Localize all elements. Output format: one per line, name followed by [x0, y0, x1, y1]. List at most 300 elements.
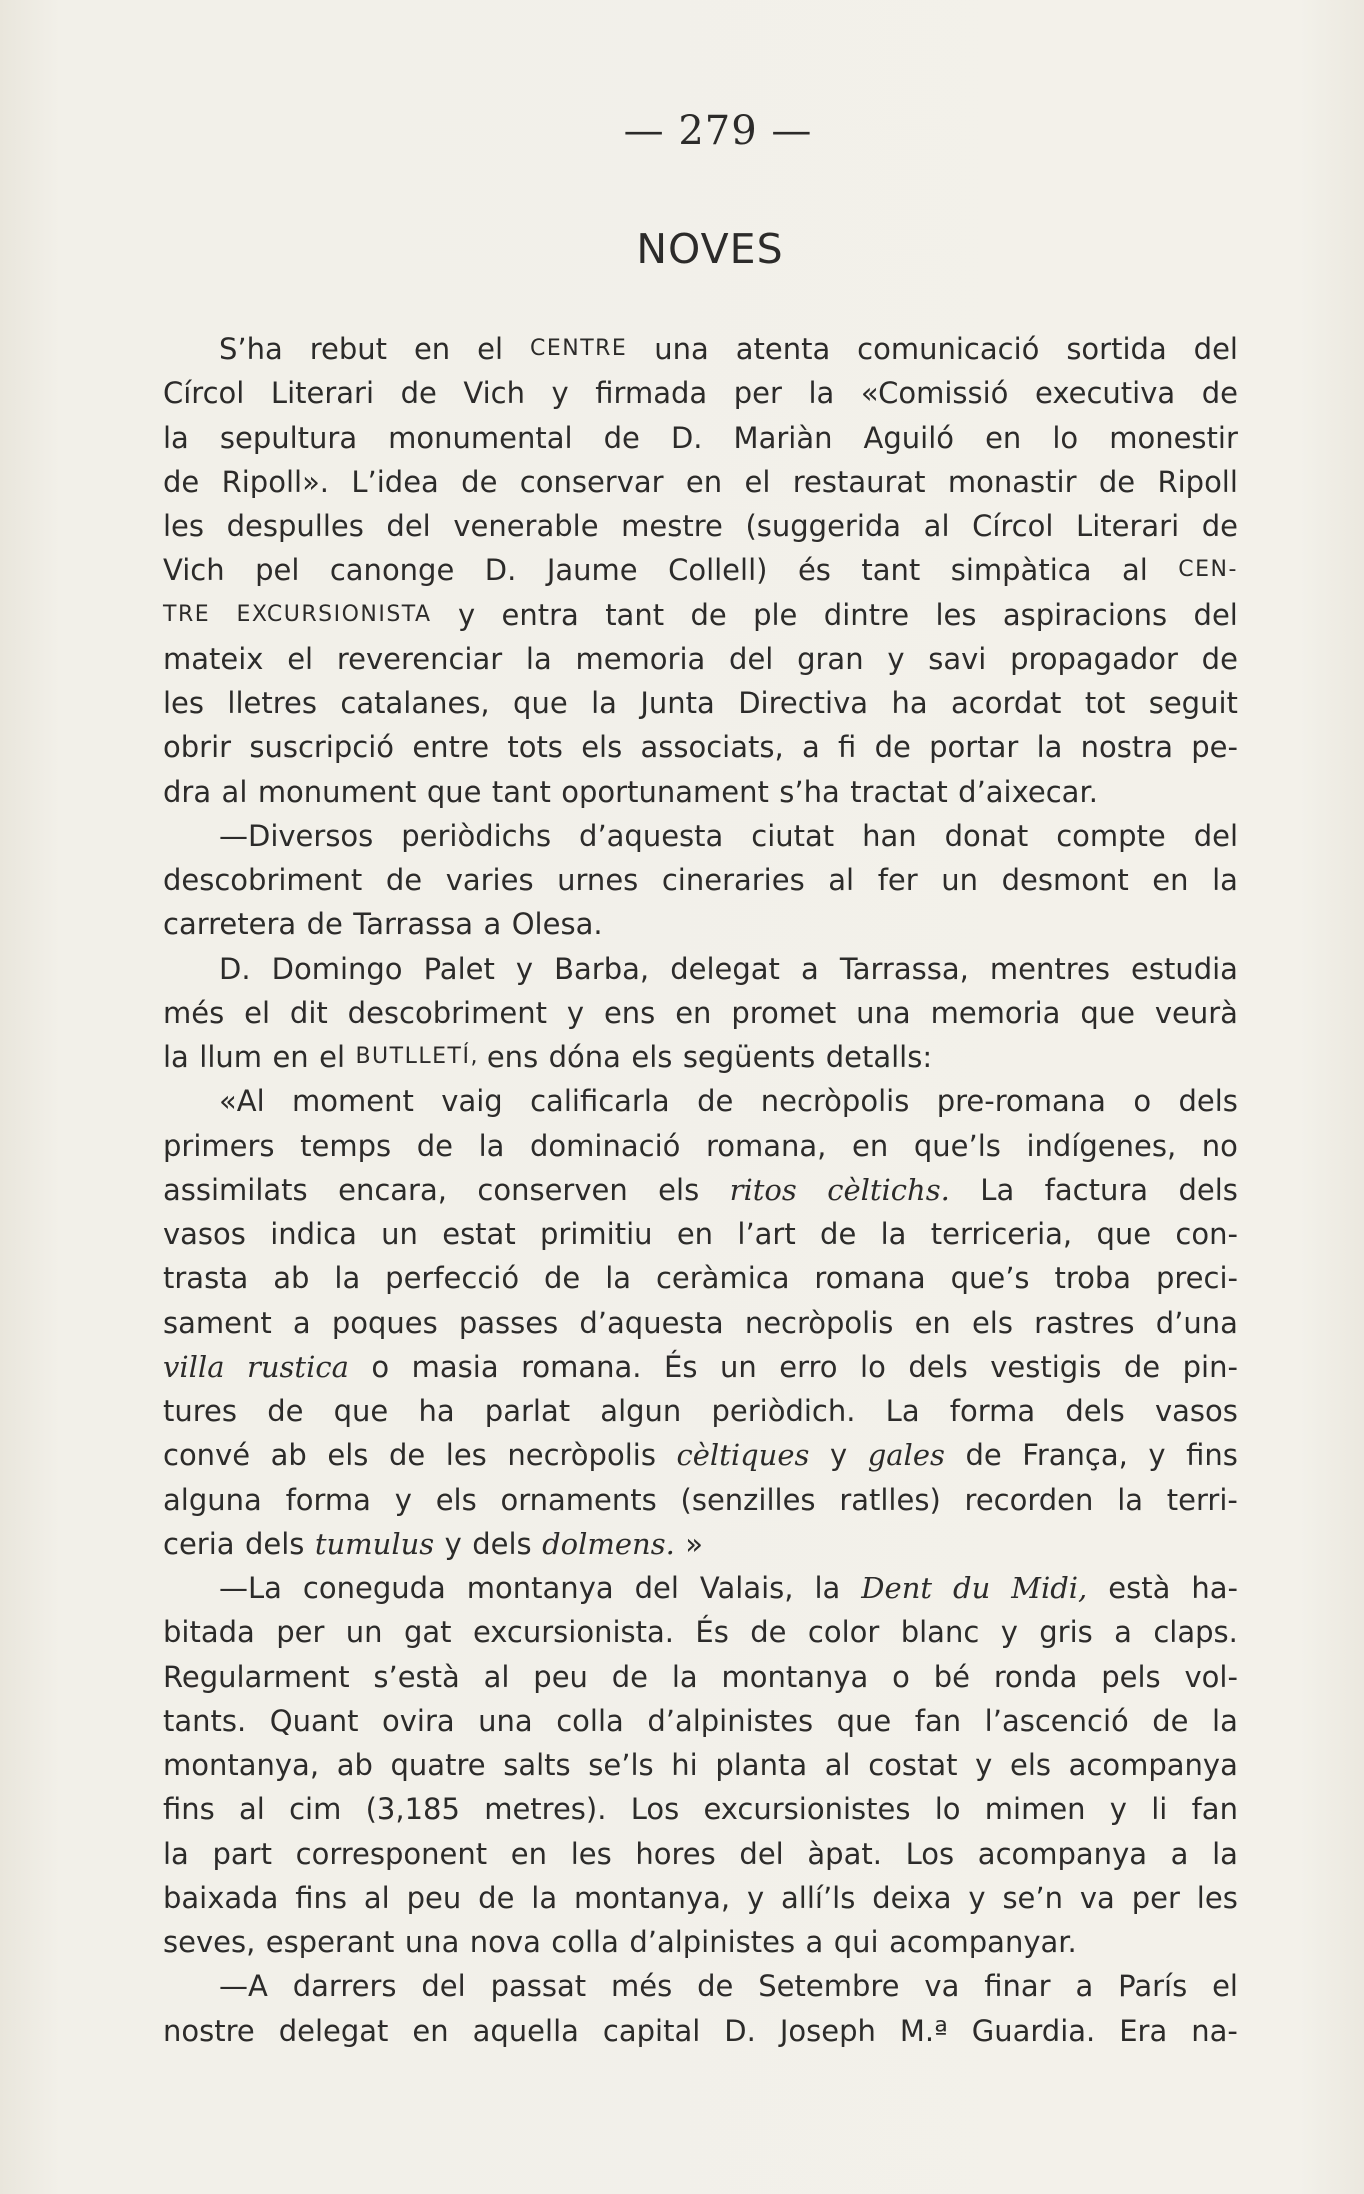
word: veurà [1154, 995, 1238, 1030]
word: a [483, 907, 502, 942]
word: en [1152, 863, 1189, 897]
word: de [690, 597, 727, 632]
word: una [404, 1925, 460, 1959]
word: con- [1175, 1217, 1238, 1251]
word: recorden [964, 1482, 1094, 1517]
word: del [386, 509, 431, 543]
word: peu [406, 1880, 462, 1915]
word: en [412, 2013, 449, 2048]
word: preci- [1155, 1261, 1238, 1296]
word: d’aquesta [579, 1305, 724, 1340]
word: els [971, 1305, 1013, 1340]
word: el [477, 332, 504, 366]
word: y [887, 641, 905, 676]
word: pel [255, 553, 300, 588]
word: part [212, 1836, 272, 1871]
word: conservar [519, 464, 664, 499]
text-line [163, 1124, 1238, 1168]
word: acompanyar. [889, 1925, 1077, 1959]
word: y [829, 1438, 848, 1473]
word: Quant [269, 1703, 359, 1738]
text-line [163, 1079, 1238, 1123]
word: de [267, 1394, 304, 1428]
word: ab [270, 1438, 307, 1473]
word: masia [411, 1349, 499, 1384]
word: més [163, 995, 225, 1030]
word: venerable [453, 509, 599, 543]
word: la [605, 1261, 632, 1296]
word: següents [682, 1040, 816, 1074]
word: de [603, 420, 640, 455]
text-line [163, 1566, 1238, 1610]
word: va [1079, 1880, 1115, 1915]
word: li [1151, 1792, 1168, 1827]
word: Barba, [554, 951, 650, 986]
text-line [163, 1610, 1238, 1654]
word: Era [1119, 2013, 1168, 2048]
word: capital [602, 2013, 701, 2048]
word: finar [984, 1969, 1051, 2004]
word: rastres [1034, 1305, 1135, 1340]
word: a [1170, 1836, 1189, 1871]
text-line [163, 637, 1238, 681]
word: al [483, 1659, 510, 1694]
word: esperant [265, 1925, 395, 1959]
word: donat [944, 818, 1029, 853]
word: la [1212, 1703, 1238, 1738]
word: dit [289, 995, 328, 1030]
word: cèltiques [676, 1438, 810, 1473]
word: Ripoll [1157, 464, 1238, 499]
word: ens [486, 1040, 539, 1074]
word: dels [1178, 1084, 1238, 1119]
word: colla [556, 1703, 624, 1738]
word: que [1096, 1217, 1152, 1251]
word: tures [163, 1394, 237, 1428]
word: s’ha [779, 774, 840, 809]
word: rustica [247, 1349, 349, 1384]
word: nova [469, 1925, 541, 1959]
word: na- [1191, 2013, 1238, 2048]
word: fins [295, 1880, 348, 1915]
word: gris [1039, 1615, 1093, 1650]
word: les [935, 597, 977, 632]
word: la [1036, 730, 1063, 765]
word: factura [1044, 1172, 1149, 1207]
word: lo [1052, 420, 1079, 455]
word: una [654, 332, 709, 366]
word: darrers [292, 1969, 397, 2004]
word: romana [814, 1261, 926, 1296]
word: que [1080, 995, 1135, 1030]
word: y [1109, 1792, 1127, 1827]
word: França, [1022, 1438, 1128, 1473]
word: rebut [309, 332, 388, 366]
word: corresponent [295, 1836, 488, 1871]
word: La [885, 1394, 920, 1428]
word: tant [605, 597, 665, 632]
word: BUTLLETÍ, [355, 1044, 479, 1069]
word: memoria [930, 995, 1061, 1030]
word: Vich [463, 376, 525, 411]
word: qui [833, 1925, 879, 1959]
word: bitada [163, 1615, 255, 1650]
word: costat [868, 1748, 958, 1782]
word: en [852, 1128, 889, 1163]
word: D. [724, 2013, 756, 2048]
word: ronda [993, 1659, 1078, 1694]
word: fins [1186, 1438, 1238, 1473]
word: Círcol [972, 509, 1054, 543]
word: d’aixecar. [958, 774, 1098, 809]
word: gales [867, 1438, 945, 1473]
word: Setembre [758, 1969, 900, 2004]
word: la [1117, 1482, 1144, 1517]
text-line [163, 1212, 1238, 1256]
word: lo [860, 1349, 886, 1384]
word: hi [671, 1748, 698, 1782]
word: en [675, 995, 712, 1030]
word: blanc [900, 1615, 980, 1650]
text-line [163, 1301, 1238, 1345]
word: tots [507, 730, 563, 765]
word: Aguiló [863, 420, 955, 455]
word: dóna [548, 1040, 621, 1074]
word: Los [630, 1792, 680, 1827]
word: la [814, 1571, 841, 1605]
word: passat [490, 1969, 587, 2004]
word: les [163, 509, 205, 543]
word: convé [163, 1438, 251, 1473]
text-line [163, 1655, 1238, 1699]
text-line [163, 1478, 1238, 1522]
word: varies [445, 863, 534, 897]
word: al [828, 863, 855, 897]
word: Midi, [1011, 1571, 1088, 1605]
word: l’ascenció [984, 1703, 1129, 1738]
word: del [1193, 332, 1238, 366]
word: Ripoll». [221, 464, 330, 499]
word: llum [199, 1040, 263, 1074]
word: pels [1101, 1659, 1161, 1694]
word: fi [838, 730, 857, 765]
word: ceria [163, 1526, 235, 1561]
word: excursionistes [703, 1792, 911, 1827]
word: a [1075, 1969, 1094, 2004]
text-line [163, 1876, 1238, 1920]
word: els [327, 1438, 369, 1473]
word: un [719, 1349, 757, 1384]
word: de [1201, 509, 1238, 543]
word: metres). [484, 1792, 607, 1827]
word: vol- [1184, 1659, 1238, 1694]
word: vaig [441, 1084, 503, 1119]
word: y [515, 951, 534, 986]
word: els [581, 730, 623, 765]
word: D. [670, 420, 703, 455]
word: acordat [951, 686, 1062, 720]
word: Collell) [668, 553, 768, 588]
text-line [163, 548, 1238, 592]
word: ceràmica [655, 1261, 790, 1296]
word: necròpolis [760, 1084, 910, 1119]
word: canonge [329, 553, 455, 588]
word: la [1212, 1836, 1238, 1871]
word: a [805, 1925, 824, 1959]
word: indica [270, 1217, 357, 1251]
word: al [363, 1880, 390, 1915]
word: És [695, 1615, 729, 1650]
word: hores [635, 1836, 716, 1871]
word: tot [1084, 686, 1126, 720]
word: y [551, 376, 569, 411]
word: en [413, 332, 451, 366]
word: fan [914, 1703, 962, 1738]
word: Guardia. [971, 2013, 1096, 2048]
word: urnes [557, 863, 639, 897]
word: necròpolis [507, 1438, 656, 1473]
text-line [163, 1389, 1238, 1433]
word: ratlles) [839, 1482, 941, 1517]
word: firmada [595, 376, 708, 411]
word: S’ha [219, 332, 283, 366]
word: una [856, 995, 911, 1030]
word: estudia [1131, 951, 1238, 986]
word: els [631, 1040, 673, 1074]
text-line [163, 725, 1238, 769]
word: primitiu [540, 1217, 653, 1251]
word: moment [292, 1084, 414, 1119]
word: el [287, 641, 314, 676]
word: monestir [1109, 420, 1238, 455]
word: conserven [477, 1172, 628, 1207]
word: montanya [721, 1659, 869, 1694]
word: sortida [1066, 332, 1167, 366]
word: gat [403, 1615, 452, 1650]
word: memoria [575, 641, 706, 676]
text-line [163, 1699, 1238, 1743]
word: perfecció [385, 1261, 520, 1296]
word: detalls: [825, 1040, 933, 1074]
word: dels [472, 1526, 532, 1561]
word: dintre [823, 597, 910, 632]
word: —La [219, 1571, 282, 1605]
word: fan [1191, 1792, 1238, 1827]
text-line [163, 1920, 1238, 1964]
text-line [163, 593, 1238, 637]
word: de [697, 1969, 734, 2004]
word: que [513, 686, 568, 720]
word: del [729, 641, 774, 676]
word: «Comissió [860, 376, 1009, 411]
word: seves, [163, 1925, 256, 1959]
word: encara, [338, 1172, 447, 1207]
word: en [510, 1836, 548, 1871]
word: la [591, 686, 617, 720]
word: del [739, 1836, 784, 1871]
word: y [746, 1880, 765, 1915]
word: color [807, 1615, 880, 1650]
word: troba [1054, 1261, 1132, 1296]
word: mestre [621, 509, 723, 543]
word: de [461, 464, 498, 499]
word: vasos [163, 1217, 246, 1251]
word: savi [928, 641, 987, 676]
text-line [163, 1168, 1238, 1212]
word: —Diversos [219, 818, 374, 853]
word: Olesa. [511, 907, 603, 942]
word: entra [501, 597, 579, 632]
word: o [371, 1349, 390, 1384]
word: claps. [1153, 1615, 1238, 1650]
word: terri- [1166, 1482, 1238, 1517]
section-title: NOVES [636, 225, 784, 273]
word: tumulus [314, 1526, 435, 1561]
word: Tarrassa, [839, 951, 969, 986]
text-line [163, 1832, 1238, 1876]
word: o [892, 1659, 910, 1694]
word: d’una [1155, 1305, 1238, 1340]
text-line [163, 681, 1238, 725]
word: del [1193, 818, 1238, 853]
word: més [611, 1969, 673, 2004]
word: primers [163, 1128, 275, 1163]
word: en [685, 464, 723, 499]
word: poques [331, 1305, 438, 1340]
word: que’ls [913, 1128, 1001, 1163]
word: és [797, 553, 831, 588]
word: M.ª [899, 2013, 948, 2048]
text-line [163, 1345, 1238, 1389]
word: restaurat [792, 464, 926, 499]
word: de [385, 863, 423, 897]
word: o [1133, 1084, 1152, 1119]
word: Domingo [271, 951, 403, 986]
word: ple [753, 597, 798, 632]
word: cineraries [661, 863, 805, 897]
word: D. [484, 553, 517, 588]
text-line [163, 1964, 1238, 2008]
word: al [239, 1792, 265, 1827]
word: fer [877, 863, 918, 897]
word: suscripció [249, 730, 395, 765]
word: Literari [270, 376, 375, 411]
word: ens [603, 995, 656, 1030]
word: els [658, 1172, 700, 1207]
word: per [276, 1615, 325, 1650]
word: el [1212, 1969, 1238, 2004]
word: monument [257, 774, 417, 809]
word: de [306, 907, 343, 942]
word: ovira [382, 1703, 455, 1738]
word: acompanya [1068, 1748, 1238, 1782]
word: estat [442, 1217, 516, 1251]
word: del [634, 1571, 679, 1605]
word: aspiracions [1002, 597, 1168, 632]
text-line [163, 460, 1238, 504]
text-line [163, 416, 1238, 460]
word: Directiva [738, 686, 869, 720]
word: d’aquesta [579, 818, 724, 853]
word: baixada [163, 1880, 279, 1915]
word: han [862, 818, 917, 853]
word: y [968, 1880, 986, 1915]
word: compte [1056, 818, 1166, 853]
word: terriceria, [930, 1217, 1073, 1251]
word: entre [412, 730, 490, 765]
word: està [1108, 1571, 1171, 1605]
word: atenta [735, 332, 831, 366]
word: del [421, 1969, 466, 2004]
word: CEN- [1178, 557, 1238, 583]
word: de [1201, 641, 1238, 676]
word: la [531, 1880, 558, 1915]
word: a [292, 1305, 311, 1340]
word: de [478, 1880, 515, 1915]
word: Junta [640, 686, 715, 720]
word: dominació [530, 1128, 681, 1163]
word: un [941, 863, 979, 897]
word: y [1148, 1438, 1166, 1473]
word: delegat [278, 2013, 389, 2048]
word: vestigis [990, 1349, 1102, 1384]
word: fins [163, 1792, 215, 1827]
text-line [163, 1522, 1238, 1566]
word: parlat [484, 1394, 571, 1428]
word: Palet [423, 951, 495, 986]
word: D. [219, 951, 251, 986]
text-line [163, 504, 1238, 548]
word: lo [934, 1792, 961, 1827]
word: que [333, 1394, 389, 1428]
word: de [1152, 1703, 1189, 1738]
word: necròpolis [744, 1305, 894, 1340]
word: que [426, 774, 482, 809]
word: Regularment [163, 1659, 350, 1694]
word: al [824, 1748, 851, 1782]
word: oportunament [561, 774, 769, 809]
word: Vich [163, 553, 225, 588]
word: l’art [737, 1217, 796, 1251]
word: pe- [1191, 730, 1238, 765]
text-line [163, 371, 1238, 415]
word: en [985, 420, 1022, 455]
word: montanya, [574, 1880, 731, 1915]
word: obrir [163, 730, 232, 765]
word: pre-romana [936, 1084, 1106, 1119]
word: tants. [163, 1703, 247, 1738]
word: colla [551, 1925, 619, 1959]
text-line [163, 327, 1238, 371]
word: executiva [1035, 376, 1176, 411]
word: a [801, 730, 820, 765]
word: associats, [640, 730, 784, 765]
word: en [272, 1040, 309, 1074]
word: y [975, 1748, 993, 1782]
word: els [1009, 1748, 1051, 1782]
word: en [914, 1305, 951, 1340]
word: indígenes, [1026, 1128, 1177, 1163]
text-line [163, 1787, 1238, 1831]
word: ha [891, 686, 928, 720]
word: s’està [373, 1659, 460, 1694]
word: (senzilles [680, 1482, 816, 1517]
word: nostre [163, 2013, 255, 2048]
word: de [388, 1438, 426, 1473]
word: per [1131, 1880, 1180, 1915]
word: y [566, 995, 585, 1030]
word: forma [285, 1482, 371, 1517]
